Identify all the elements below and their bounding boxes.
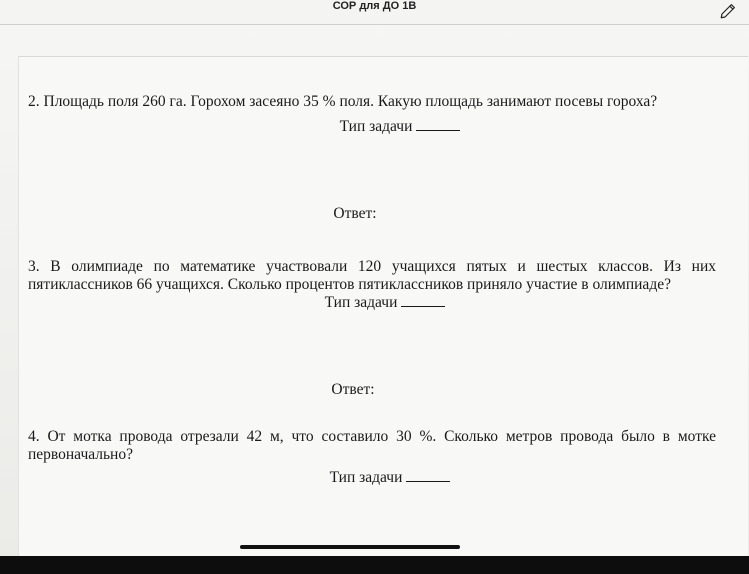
problem-3-type-label: Тип задачи	[324, 294, 398, 311]
problem-3-answer-label: Ответ:	[331, 381, 375, 398]
problem-2-type-label: Тип задачи	[339, 118, 413, 135]
document-title: СОР для ДО 1В	[332, 0, 417, 12]
problem-3-text: 3. В олимпиаде по математике участвовали 120 учащихся пятых и шестых классов. Из них пятиклассников 66 учащихся. Сколько процентов пятиклассников приняло участие в олимпиаде?	[28, 258, 716, 293]
problem-3-type-blank[interactable]	[401, 306, 445, 307]
problem-3-type-row	[315, 294, 455, 312]
problem-2-type-row	[330, 118, 470, 136]
problem-2-answer-label: Ответ:	[333, 205, 377, 222]
pencil-icon[interactable]	[719, 2, 737, 20]
problem-4-type-row	[320, 469, 460, 487]
problem-2-text: 2. Площадь поля 260 га. Горохом засеяно 35 % поля. Какую площадь занимают посевы гороха?	[28, 93, 658, 110]
problem-4-text: 4. От мотка провода отрезали 42 м, что составило 30 %. Сколько метров провода было в мотке первоначально?	[28, 428, 716, 463]
problem-2-type-blank[interactable]	[416, 130, 460, 131]
problem-4-type-label: Тип задачи	[329, 469, 403, 486]
home-indicator[interactable]	[240, 545, 460, 549]
top-bar	[0, 0, 749, 25]
problem-4-type-blank[interactable]	[406, 481, 450, 482]
